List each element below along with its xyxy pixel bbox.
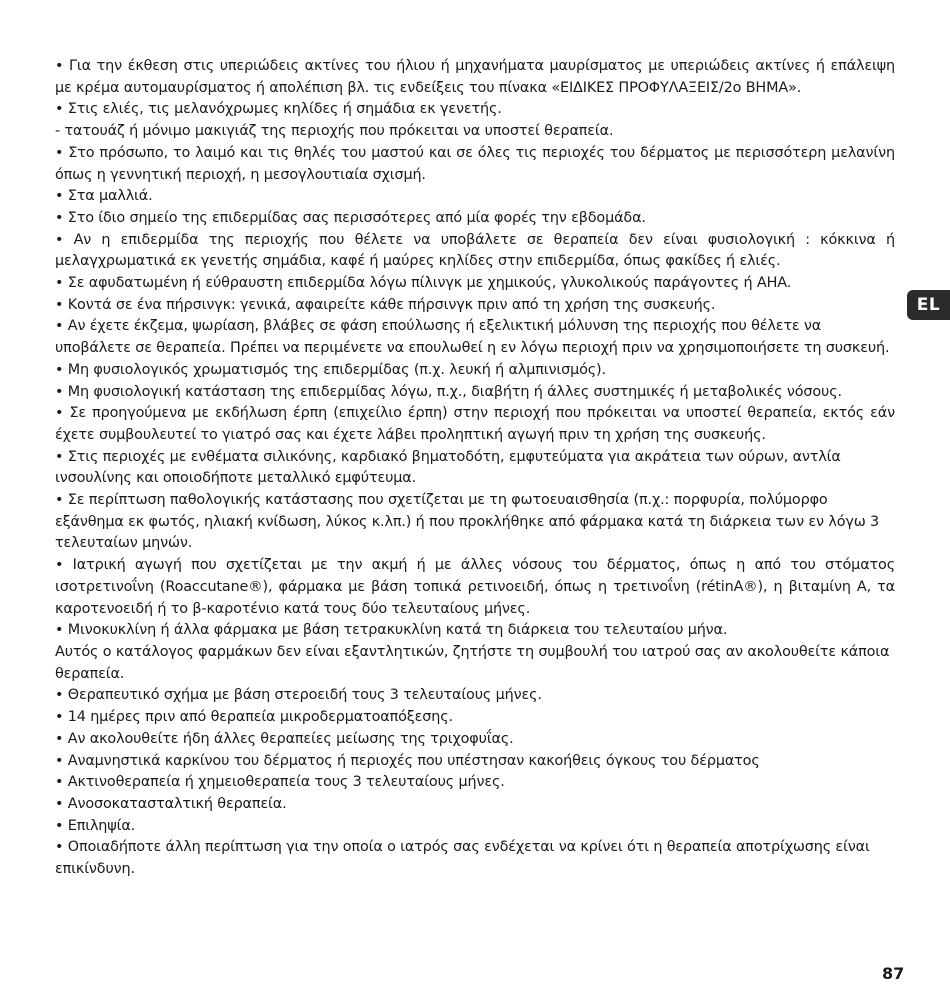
paragraph-minocycline: • Μινοκυκλίνη ή άλλα φάρμακα με βάση τετρακυκλίνη κατά τη διάρκεια του τελευταίου μήνα. <box>55 622 728 639</box>
paragraph-other-hair-treatments: • Αν ακολουθείτε ήδη άλλες θεραπείες μείωσης της τριχοφυΐας. <box>55 730 514 747</box>
paragraph-sun-exposure: • Για την έκθεση στις υπεριώδεις ακτίνες του ήλιου ή μηχανήματα μαυρίσματος με υπεριώδεις ακτίνες ή επάλειψη με κρέμα αυτομαυρίσματος ή απολέπιση βλ. τις ενδείξεις του πίνακα «ΕΙΔΙΚΕΣ ΠΡΟΦΥΛΑΞΕΙΣ/2ο ΒΗΜΑ». <box>55 58 895 96</box>
paragraph-tattoo: - τατουάζ ή μόνιμο μακιγιάζ της περιοχής που πρόκειται να υποστεί θεραπεία. <box>55 123 614 140</box>
paragraph-microdermabrasion: • 14 ημέρες πριν από θεραπεία μικροδερματοαπόξεσης. <box>55 709 453 726</box>
paragraph-face-neck: • Στο πρόσωπο, το λαιμό και τις θηλές του μαστού και σε όλες τις περιοχές του δέρματος με περισσότερη μελανίνη όπως η γεννητική περιοχή, η μεσογλουτιαία σχισμή. <box>55 144 895 183</box>
paragraph-moles: • Στις ελιές, τις μελανόχρωμες κηλίδες ή σημάδια εκ γενετής. <box>55 101 502 118</box>
document-body <box>55 56 895 881</box>
paragraph-piercing: • Κοντά σε ένα πήρσινγκ: γενικά, αφαιρείτε κάθε πήρσινγκ πριν από τη χρήση της συσκευής. <box>55 296 716 313</box>
paragraph-doctor-judgement: • Οποιαδήποτε άλλη περίπτωση για την οποία ο ιατρός σας ενδέχεται να κρίνει ότι η θεραπεία αποτρίχωσης είναι επικίνδυνη. <box>55 839 870 878</box>
paragraph-immunosuppressive: • Ανοσοκατασταλτική θεραπεία. <box>55 795 287 812</box>
paragraph-epilepsy: • Επιληψία. <box>55 817 136 834</box>
language-tab: EL <box>907 290 950 320</box>
page-number: 87 <box>882 964 905 983</box>
paragraph-steroids: • Θεραπευτικό σχήμα με βάση στεροειδή τους 3 τελευταίους μήνες. <box>55 687 542 704</box>
paragraph-radiotherapy: • Ακτινοθεραπεία ή χημειοθεραπεία τους 3 τελευταίους μήνες. <box>55 774 505 791</box>
paragraph-medication-note: Αυτός ο κατάλογος φαρμάκων δεν είναι εξαντλητικών, ζητήστε τη συμβουλή του ιατρού σας αν ακολουθείτε κάποια θεραπεία. <box>55 643 890 682</box>
paragraph-photosensitivity: • Σε περίπτωση παθολογικής κατάστασης που σχετίζεται με τη φωτοευαισθησία (π.χ.: πορφυρία, πολύμορφο εξάνθημα εκ φωτός, ηλιακή κνίδωση, λύκος κ.λπ.) ή που προκλήθηκε από φάρμακα κατά τη διάρκεια των εν λόγω 3 τελευταίων μηνών. <box>55 492 880 552</box>
paragraph-implants: • Στις περιοχές με ενθέματα σιλικόνης, καρδιακό βηματοδότη, εμφυτεύματα για ακράτεια των ούρων, αντλία ινσουλίνης και οποιοδήποτε μεταλλικό εμφύτευμα. <box>55 448 841 487</box>
paragraph-skin-cancer: • Αναμνηστικά καρκίνου του δέρματος ή περιοχές που υπέστησαν κακοήθεις όγκους του δέρματος <box>55 752 760 769</box>
paragraph-eczema: • Αν έχετε έκζεμα, ψωρίαση, βλάβες σε φάση επούλωσης ή εξελικτική μόλυνση της περιοχής που θέλετε να υποβάλετε σε θεραπεία. Πρέπει να περιμένετε να επουλωθεί η εν λόγω περιοχή πριν να χρησιμοποιήσετε τη συσκευή. <box>55 318 890 357</box>
paragraph-scalp-hair: • Στα μαλλιά. <box>55 188 153 205</box>
paragraph-abnormal-skin: • Αν η επιδερμίδα της περιοχής που θέλετε να υποβάλετε σε θεραπεία δεν είναι φυσιολογική : κόκκινα ή μελαγχρωματικά εκ γενετής σημάδια, καφέ ή μαύρες κηλίδες στην επιδερμίδα, όπως φακίδες ή ελιές. <box>55 231 895 270</box>
paragraph-pigmentation: • Μη φυσιολογικός χρωματισμός της επιδερμίδας (π.χ. λευκή ή αλμπινισμός). <box>55 361 606 378</box>
paragraph-dehydrated-skin: • Σε αφυδατωμένη ή εύθραυστη επιδερμίδα λόγω πίλινγκ με χημικούς, γλυκολικούς παράγοντες ή AHA. <box>55 275 792 292</box>
paragraph-acne-treatment: • Ιατρική αγωγή που σχετίζεται με την ακμή ή με άλλες νόσους του δέρματος, όπως η από του στόματος ισοτρετινοΐνη (Roaccutane®), φάρμακα με βάση τοπικά ρετινοειδή, όπως η τρετινοΐνη (rétinA®), η βιταμίνη A, τα καροτενοειδή ή το β-καροτένιο κατά τους δύο τελευταίους μήνες. <box>55 557 895 617</box>
paragraph-herpes: • Σε προηγούμενα με εκδήλωση έρπη (επιχείλιο έρπη) στην περιοχή που πρόκειται να υποστεί θεραπεία, εκτός εάν έχετε συμβουλευτεί το γιατρό σας και έχετε λάβει προληπτική αγωγή πριν τη χρήση της συσκευής. <box>55 405 895 443</box>
paragraph-weekly-limit: • Στο ίδιο σημείο της επιδερμίδας σας περισσότερες από μία φορές την εβδομάδα. <box>55 209 646 226</box>
paragraph-skin-condition: • Μη φυσιολογική κατάσταση της επιδερμίδας λόγω, π.χ., διαβήτη ή άλλες συστημικές ή μεταβολικές νόσους. <box>55 383 842 400</box>
